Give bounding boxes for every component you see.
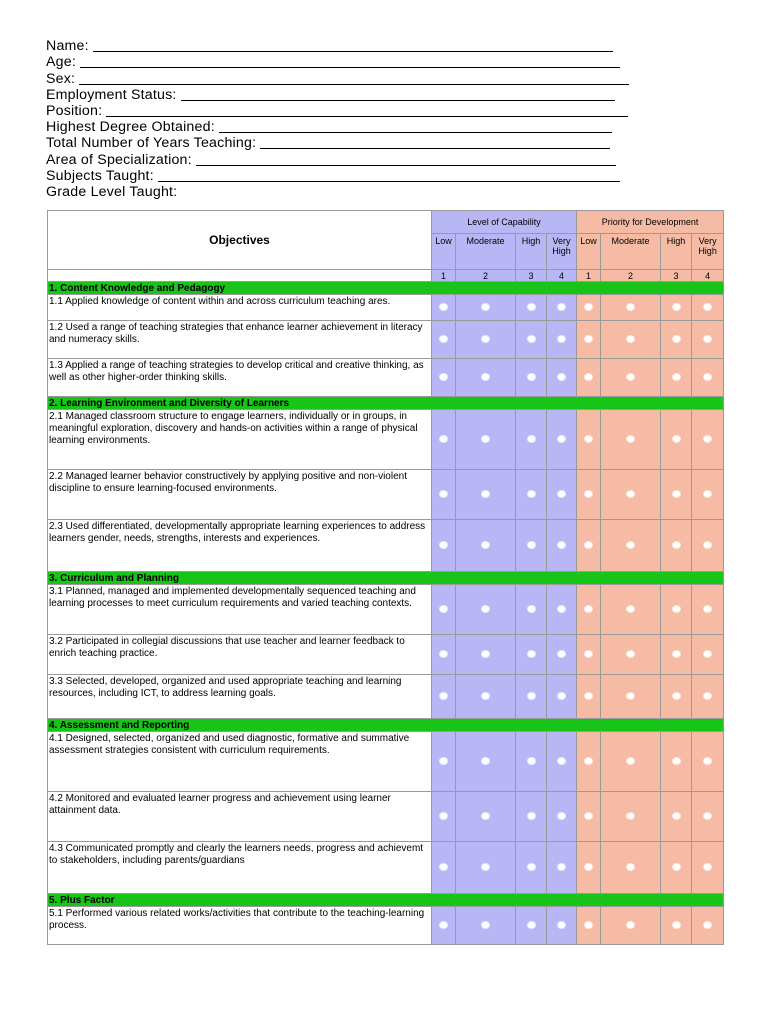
field-row (46, 119, 646, 135)
priority-rating-cell (577, 295, 601, 321)
capability-rating-cell (456, 520, 516, 572)
priority-rating-cell (577, 907, 601, 945)
capability-radio-3[interactable] (527, 303, 536, 311)
priority-radio-2[interactable] (626, 435, 635, 443)
priority-rating-cell (601, 359, 661, 397)
capability-radio-1[interactable] (439, 435, 448, 443)
priority-radio-2[interactable] (626, 490, 635, 498)
priority-radio-3[interactable] (672, 373, 681, 381)
capability-rating-cell (547, 359, 577, 397)
priority-rating-cell (692, 520, 724, 572)
section-header-row (48, 572, 724, 585)
capability-rating-cell (516, 675, 547, 719)
section-title: 4. Assessment and Reporting (48, 719, 724, 732)
priority-rating-cell (601, 842, 661, 894)
priority-rating-cell (661, 520, 692, 572)
section-title: 1. Content Knowledge and Pedagogy (48, 282, 724, 295)
priority-rating-cell (577, 675, 601, 719)
priority-radio-2[interactable] (626, 335, 635, 343)
priority-radio-4[interactable] (703, 692, 712, 700)
objective-text: 1.2 Used a range of teaching strategies that enhance learner achievement in literacy and numeracy skills. (48, 321, 432, 359)
field-label: Employment Status: (46, 86, 177, 103)
priority-rating-cell (692, 410, 724, 470)
objective-text: 4.3 Communicated promptly and clearly the learners needs, progress and achievemt to stakeholders, including parents/guardians (48, 842, 432, 894)
objective-text: 4.2 Monitored and evaluated learner progress and achievement using learner attainment data. (48, 792, 432, 842)
section-header-row (48, 719, 724, 732)
capability-rating-cell (432, 295, 456, 321)
objective-text: 2.2 Managed learner behavior constructively by applying positive and non-violent discipline to ensure learning-focused environments. (48, 470, 432, 520)
priority-rating-cell (692, 635, 724, 675)
capability-rating-cell (432, 321, 456, 359)
capability-radio-2[interactable] (481, 335, 490, 343)
capability-radio-4[interactable] (557, 863, 566, 871)
field-row (46, 184, 646, 200)
capability-radio-2[interactable] (481, 812, 490, 820)
priority-rating-cell (577, 732, 601, 792)
field-input-line[interactable] (106, 105, 628, 117)
priority-level-label: High (661, 234, 692, 270)
capability-radio-1[interactable] (439, 490, 448, 498)
capability-radio-4[interactable] (557, 373, 566, 381)
priority-radio-4[interactable] (703, 921, 712, 929)
field-row (46, 103, 646, 119)
priority-rating-cell (692, 321, 724, 359)
priority-radio-1[interactable] (584, 303, 593, 311)
priority-radio-2[interactable] (626, 863, 635, 871)
field-input-line[interactable] (158, 170, 620, 182)
capability-rating-cell (516, 635, 547, 675)
capability-radio-4[interactable] (557, 812, 566, 820)
priority-rating-cell (601, 792, 661, 842)
self-assessment-table (47, 210, 724, 945)
priority-rating-cell (661, 792, 692, 842)
capability-radio-3[interactable] (527, 757, 536, 765)
priority-rating-cell (692, 295, 724, 321)
priority-rating-cell (577, 520, 601, 572)
capability-rating-cell (547, 792, 577, 842)
priority-rating-cell (601, 410, 661, 470)
section-header-row (48, 397, 724, 410)
priority-rating-cell (692, 907, 724, 945)
field-row (46, 135, 646, 151)
capability-rating-cell (547, 585, 577, 635)
priority-rating-cell (661, 585, 692, 635)
field-input-line[interactable] (219, 121, 612, 133)
priority-radio-3[interactable] (672, 921, 681, 929)
capability-rating-cell (516, 732, 547, 792)
priority-rating-cell (692, 792, 724, 842)
priority-radio-1[interactable] (584, 435, 593, 443)
priority-rating-cell (601, 675, 661, 719)
capability-rating-cell (547, 675, 577, 719)
priority-radio-4[interactable] (703, 373, 712, 381)
priority-radio-3[interactable] (672, 650, 681, 658)
field-label: Name: (46, 38, 89, 55)
capability-radio-2[interactable] (481, 605, 490, 613)
capability-radio-2[interactable] (481, 650, 490, 658)
capability-radio-1[interactable] (439, 863, 448, 871)
priority-rating-cell (601, 732, 661, 792)
field-row (46, 151, 646, 167)
capability-rating-cell (516, 295, 547, 321)
capability-level-label: Moderate (456, 234, 516, 270)
objective-row (48, 359, 724, 397)
capability-radio-3[interactable] (527, 650, 536, 658)
capability-rating-cell (432, 732, 456, 792)
capability-radio-4[interactable] (557, 605, 566, 613)
field-label: Subjects Taught: (46, 167, 154, 184)
capability-radio-2[interactable] (481, 757, 490, 765)
field-label: Grade Level Taught: (46, 183, 178, 200)
priority-radio-3[interactable] (672, 692, 681, 700)
capability-rating-cell (432, 635, 456, 675)
priority-rating-cell (601, 635, 661, 675)
capability-level-label: High (516, 234, 547, 270)
priority-radio-2[interactable] (626, 692, 635, 700)
capability-rating-cell (456, 907, 516, 945)
capability-radio-1[interactable] (439, 335, 448, 343)
capability-rating-cell (547, 732, 577, 792)
capability-rating-cell (432, 842, 456, 894)
priority-rating-cell (661, 410, 692, 470)
priority-level-number: 1 (577, 270, 601, 282)
capability-radio-4[interactable] (557, 490, 566, 498)
objective-text: 2.3 Used differentiated, developmentally appropriate learning experiences to address learners gender, needs, strengths, interests and experiences. (48, 520, 432, 572)
capability-radio-2[interactable] (481, 921, 490, 929)
capability-rating-cell (547, 321, 577, 359)
field-input-line[interactable] (196, 154, 616, 166)
capability-radio-1[interactable] (439, 650, 448, 658)
capability-radio-1[interactable] (439, 812, 448, 820)
priority-radio-2[interactable] (626, 650, 635, 658)
capability-rating-cell (547, 295, 577, 321)
capability-level-label: Low (432, 234, 456, 270)
priority-rating-cell (601, 585, 661, 635)
capability-radio-4[interactable] (557, 921, 566, 929)
capability-radio-3[interactable] (527, 373, 536, 381)
priority-rating-cell (601, 321, 661, 359)
priority-radio-4[interactable] (703, 490, 712, 498)
field-row (46, 87, 646, 103)
priority-rating-cell (661, 470, 692, 520)
priority-rating-cell (692, 470, 724, 520)
capability-radio-2[interactable] (481, 373, 490, 381)
objective-row (48, 470, 724, 520)
capability-rating-cell (547, 635, 577, 675)
objective-text: 3.2 Participated in collegial discussions that use teacher and learner feedback to enrich teaching practice. (48, 635, 432, 675)
capability-rating-cell (547, 410, 577, 470)
section-title: 2. Learning Environment and Diversity of Learners (48, 397, 724, 410)
priority-radio-1[interactable] (584, 757, 593, 765)
objective-text: 5.1 Performed various related works/activities that contribute to the teaching-learning process. (48, 907, 432, 945)
objective-row (48, 321, 724, 359)
priority-level-label: Low (577, 234, 601, 270)
profile-fields (46, 38, 646, 200)
priority-radio-4[interactable] (703, 303, 712, 311)
priority-rating-cell (661, 842, 692, 894)
priority-rating-cell (577, 359, 601, 397)
capability-radio-3[interactable] (527, 435, 536, 443)
capability-rating-cell (516, 792, 547, 842)
capability-rating-cell (456, 675, 516, 719)
priority-radio-2[interactable] (626, 605, 635, 613)
priority-radio-2[interactable] (626, 921, 635, 929)
field-row (46, 168, 646, 184)
capability-rating-cell (432, 470, 456, 520)
priority-rating-cell (601, 520, 661, 572)
priority-radio-3[interactable] (672, 605, 681, 613)
objective-row (48, 907, 724, 945)
priority-radio-3[interactable] (672, 335, 681, 343)
priority-radio-2[interactable] (626, 303, 635, 311)
objective-row (48, 295, 724, 321)
capability-radio-3[interactable] (527, 812, 536, 820)
priority-rating-cell (577, 410, 601, 470)
priority-radio-1[interactable] (584, 335, 593, 343)
priority-radio-3[interactable] (672, 757, 681, 765)
capability-radio-1[interactable] (439, 605, 448, 613)
capability-rating-cell (432, 520, 456, 572)
objective-row (48, 585, 724, 635)
capability-rating-cell (516, 842, 547, 894)
priority-rating-cell (601, 907, 661, 945)
capability-radio-4[interactable] (557, 541, 566, 549)
objective-row (48, 842, 724, 894)
capability-radio-2[interactable] (481, 541, 490, 549)
priority-rating-cell (577, 585, 601, 635)
capability-rating-cell (456, 732, 516, 792)
field-input-line[interactable] (79, 73, 629, 85)
priority-radio-2[interactable] (626, 373, 635, 381)
field-input-line[interactable] (93, 40, 613, 52)
field-label: Age: (46, 54, 76, 71)
priority-rating-cell (661, 732, 692, 792)
capability-radio-4[interactable] (557, 692, 566, 700)
priority-rating-cell (692, 732, 724, 792)
priority-radio-1[interactable] (584, 490, 593, 498)
priority-level-number: 4 (692, 270, 724, 282)
capability-rating-cell (516, 907, 547, 945)
priority-rating-cell (577, 792, 601, 842)
priority-rating-cell (661, 295, 692, 321)
capability-rating-cell (432, 907, 456, 945)
capability-radio-4[interactable] (557, 757, 566, 765)
priority-radio-1[interactable] (584, 692, 593, 700)
capability-rating-cell (456, 842, 516, 894)
objective-text: 4.1 Designed, selected, organized and used diagnostic, formative and summative assessment strategies consistent with curriculum requirements. (48, 732, 432, 792)
capability-rating-cell (432, 410, 456, 470)
capability-rating-cell (456, 792, 516, 842)
priority-rating-cell (692, 359, 724, 397)
priority-radio-1[interactable] (584, 812, 593, 820)
capability-radio-1[interactable] (439, 303, 448, 311)
objective-row (48, 675, 724, 719)
capability-radio-4[interactable] (557, 303, 566, 311)
capability-radio-2[interactable] (481, 692, 490, 700)
capability-radio-4[interactable] (557, 650, 566, 658)
field-row (46, 70, 646, 86)
priority-radio-1[interactable] (584, 373, 593, 381)
priority-rating-cell (577, 470, 601, 520)
priority-rating-cell (692, 585, 724, 635)
priority-radio-2[interactable] (626, 812, 635, 820)
capability-radio-3[interactable] (527, 335, 536, 343)
priority-radio-4[interactable] (703, 335, 712, 343)
priority-rating-cell (692, 842, 724, 894)
field-input-line[interactable] (80, 56, 620, 68)
priority-radio-3[interactable] (672, 812, 681, 820)
capability-radio-1[interactable] (439, 921, 448, 929)
priority-radio-3[interactable] (672, 541, 681, 549)
capability-rating-cell (456, 410, 516, 470)
capability-rating-cell (547, 520, 577, 572)
priority-rating-cell (692, 675, 724, 719)
priority-radio-3[interactable] (672, 435, 681, 443)
capability-radio-4[interactable] (557, 335, 566, 343)
capability-radio-1[interactable] (439, 373, 448, 381)
priority-rating-cell (577, 635, 601, 675)
capability-radio-1[interactable] (439, 757, 448, 765)
priority-level-label: Very High (692, 234, 724, 270)
priority-level-number: 3 (661, 270, 692, 282)
priority-radio-1[interactable] (584, 863, 593, 871)
capability-radio-3[interactable] (527, 921, 536, 929)
capability-rating-cell (456, 585, 516, 635)
capability-rating-cell (456, 470, 516, 520)
priority-radio-4[interactable] (703, 605, 712, 613)
capability-rating-cell (547, 907, 577, 945)
priority-rating-cell (601, 295, 661, 321)
capability-radio-3[interactable] (527, 692, 536, 700)
capability-level-label: Very High (547, 234, 577, 270)
priority-header: Priority for Development (577, 211, 724, 234)
capability-radio-1[interactable] (439, 541, 448, 549)
field-label: Total Number of Years Teaching: (46, 135, 257, 152)
capability-radio-2[interactable] (481, 863, 490, 871)
objective-row (48, 792, 724, 842)
priority-radio-1[interactable] (584, 921, 593, 929)
capability-radio-3[interactable] (527, 541, 536, 549)
capability-rating-cell (432, 585, 456, 635)
priority-radio-4[interactable] (703, 812, 712, 820)
section-header-row (48, 894, 724, 907)
capability-rating-cell (432, 792, 456, 842)
priority-radio-1[interactable] (584, 541, 593, 549)
priority-radio-4[interactable] (703, 435, 712, 443)
capability-radio-2[interactable] (481, 303, 490, 311)
capability-rating-cell (456, 635, 516, 675)
capability-rating-cell (516, 321, 547, 359)
objective-text: 1.3 Applied a range of teaching strategies to develop critical and creative thinking, as well as other higher-order thinking skills. (48, 359, 432, 397)
capability-radio-3[interactable] (527, 490, 536, 498)
field-label: Sex: (46, 70, 76, 87)
capability-level-number: 3 (516, 270, 547, 282)
priority-radio-1[interactable] (584, 605, 593, 613)
field-input-line[interactable] (181, 89, 615, 101)
capability-rating-cell (432, 359, 456, 397)
objective-text: 1.1 Applied knowledge of content within and across curriculum teaching ares. (48, 295, 432, 321)
capability-rating-cell (516, 410, 547, 470)
priority-rating-cell (661, 359, 692, 397)
objective-row (48, 410, 724, 470)
priority-rating-cell (661, 321, 692, 359)
capability-rating-cell (516, 359, 547, 397)
objectives-header: Objectives (48, 211, 432, 270)
priority-level-number: 2 (601, 270, 661, 282)
capability-rating-cell (516, 470, 547, 520)
priority-rating-cell (577, 321, 601, 359)
section-header-row (48, 282, 724, 295)
section-title: 3. Curriculum and Planning (48, 572, 724, 585)
field-row (46, 38, 646, 54)
priority-rating-cell (577, 842, 601, 894)
capability-level-number: 1 (432, 270, 456, 282)
priority-rating-cell (661, 635, 692, 675)
objective-row (48, 635, 724, 675)
capability-rating-cell (456, 321, 516, 359)
priority-radio-3[interactable] (672, 303, 681, 311)
capability-radio-3[interactable] (527, 605, 536, 613)
priority-radio-4[interactable] (703, 541, 712, 549)
capability-radio-2[interactable] (481, 435, 490, 443)
capability-radio-4[interactable] (557, 435, 566, 443)
priority-radio-2[interactable] (626, 541, 635, 549)
priority-radio-4[interactable] (703, 863, 712, 871)
section-title: 5. Plus Factor (48, 894, 724, 907)
priority-rating-cell (661, 675, 692, 719)
capability-rating-cell (516, 585, 547, 635)
objective-text: 3.3 Selected, developed, organized and used appropriate teaching and learning resources, including ICT, to address learning goals. (48, 675, 432, 719)
priority-radio-3[interactable] (672, 490, 681, 498)
field-label: Area of Specialization: (46, 151, 192, 168)
priority-radio-3[interactable] (672, 863, 681, 871)
priority-radio-1[interactable] (584, 650, 593, 658)
capability-radio-1[interactable] (439, 692, 448, 700)
capability-rating-cell (456, 359, 516, 397)
priority-radio-2[interactable] (626, 757, 635, 765)
capability-rating-cell (516, 520, 547, 572)
capability-rating-cell (432, 675, 456, 719)
objective-row (48, 520, 724, 572)
field-label: Position: (46, 102, 103, 119)
field-label: Highest Degree Obtained: (46, 119, 215, 136)
priority-radio-4[interactable] (703, 757, 712, 765)
number-row-spacer (48, 270, 432, 282)
objective-row (48, 732, 724, 792)
capability-rating-cell (547, 470, 577, 520)
objective-text: 3.1 Planned, managed and implemented developmentally sequenced teaching and learning processes to meet curriculum requirements and varied teaching contexts. (48, 585, 432, 635)
capability-level-number: 2 (456, 270, 516, 282)
capability-rating-cell (456, 295, 516, 321)
priority-level-label: Moderate (601, 234, 661, 270)
capability-rating-cell (547, 842, 577, 894)
priority-rating-cell (661, 907, 692, 945)
capability-radio-3[interactable] (527, 863, 536, 871)
capability-header: Level of Capability (432, 211, 577, 234)
field-row (46, 54, 646, 70)
objective-text: 2.1 Managed classroom structure to engage learners, individually or in groups, in meaningful exploration, discovery and hands-on activities within a range of physical learning environments. (48, 410, 432, 470)
capability-radio-2[interactable] (481, 490, 490, 498)
priority-radio-4[interactable] (703, 650, 712, 658)
field-input-line[interactable] (260, 137, 610, 149)
priority-rating-cell (601, 470, 661, 520)
capability-level-number: 4 (547, 270, 577, 282)
